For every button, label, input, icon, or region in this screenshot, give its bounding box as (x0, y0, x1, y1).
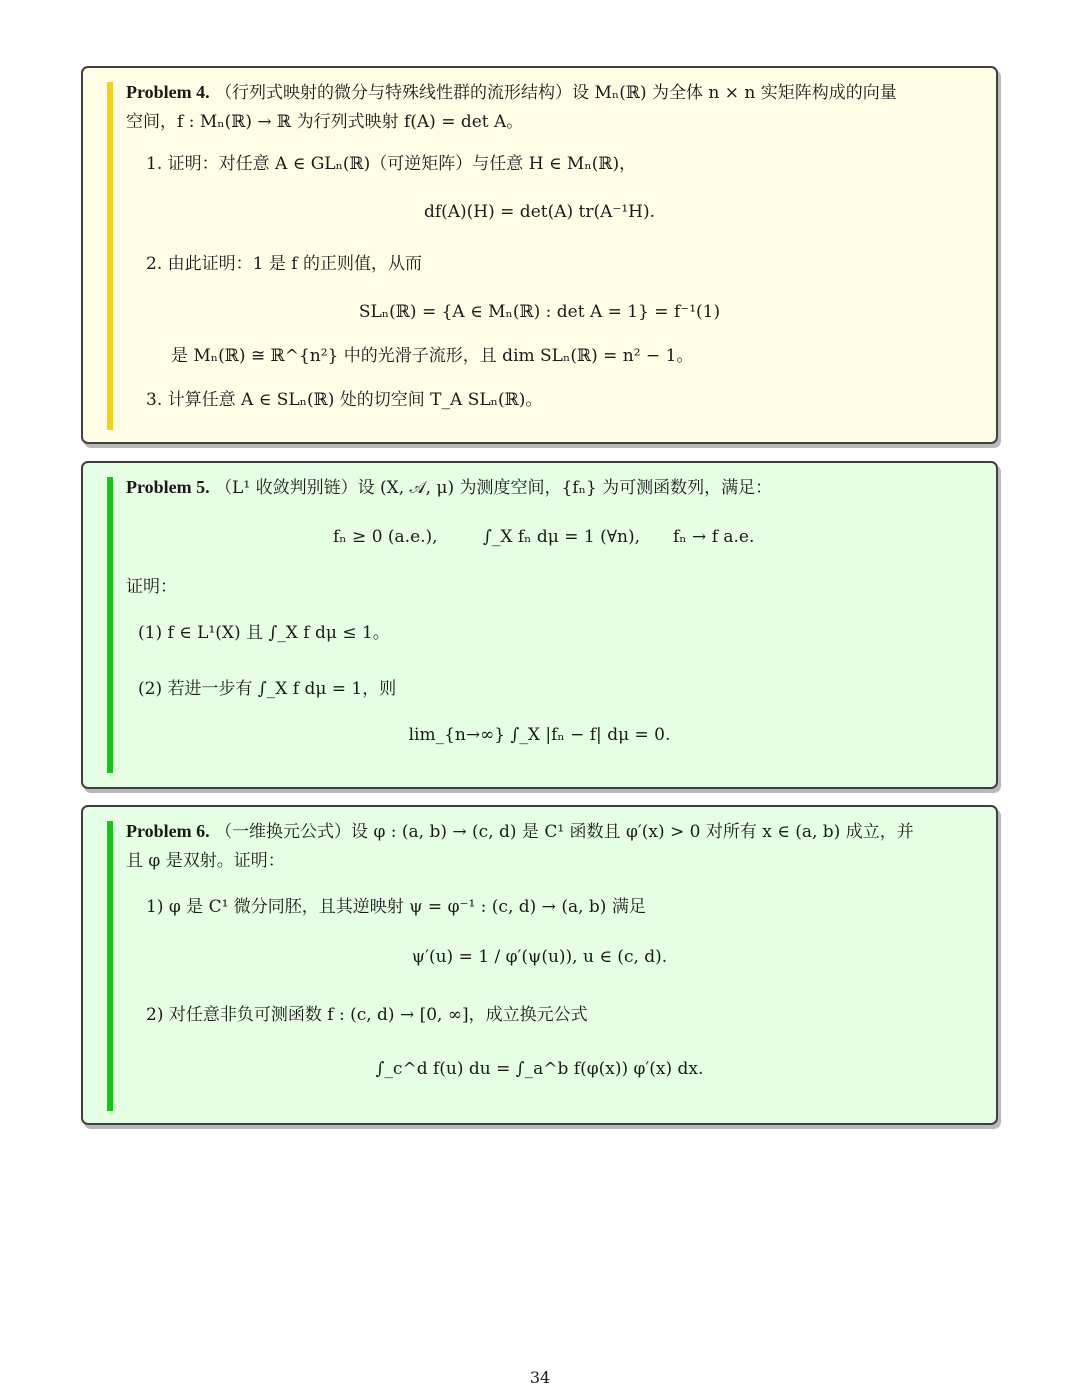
problem-6-item-1: 1) φ 是 C¹ 微分同胚，且其逆映射 ψ = φ⁻¹ : (c, d) → (a, b) 满足 (146, 897, 646, 917)
problem-4-intro-line-1 (126, 80, 897, 105)
problem-4-equation-1: df(A)(H) = det(A) tr(A⁻¹H). (423, 202, 656, 222)
problem-6-intro-1: （一维换元公式）设 φ : (a, b) → (c, d) 是 C¹ 函数且 φ′(x) > 0 对所有 x ∈ (a, b) 成立，并 (215, 822, 914, 842)
problem-6-item-2: 2) 对任意非负可测函数 f : (c, d) → [0, ∞]，成立换元公式 (146, 1005, 588, 1025)
problem-6-intro-2: 且 φ 是双射。证明： (126, 851, 285, 871)
problem-5-condition-a: fₙ ≥ 0 (a.e.), (333, 527, 438, 547)
problem-5-intro: （L¹ 收敛判别链）设 (X, 𝒜, μ) 为测度空间，{fₙ} 为可测函数列，满足： (215, 478, 773, 498)
problem-4-intro-1: （行列式映射的微分与特殊线性群的流形结构）设 Mₙ(ℝ) 为全体 n × n 实矩阵构成的向量 (215, 83, 897, 103)
problem-6-intro-line-1 (126, 819, 914, 844)
accent-bar (107, 82, 113, 430)
problem-5-intro-line (126, 475, 772, 500)
problem-4-heading: Problem 4. (126, 82, 210, 102)
problem-6-heading: Problem 6. (126, 821, 210, 841)
problem-5-item-2: (2) 若进一步有 ∫_X f dμ = 1，则 (138, 679, 397, 699)
problem-4-item-3: 3. 计算任意 A ∈ SLₙ(ℝ) 处的切空间 T_A SLₙ(ℝ)。 (146, 390, 543, 410)
page-number: 34 (529, 1368, 551, 1387)
problem-4-item-2-cont: 是 Mₙ(ℝ) ≅ ℝ^{n²} 中的光滑子流形，且 dim SLₙ(ℝ) = n² − 1。 (171, 346, 694, 366)
problem-4-equation-2: SLₙ(ℝ) = {A ∈ Mₙ(ℝ) : det A = 1} = f⁻¹(1) (358, 302, 721, 322)
problem-5-box (81, 461, 998, 789)
problem-5-condition-c: fₙ → f a.e. (673, 527, 755, 547)
problem-4-box (81, 66, 998, 444)
problem-4-item-2: 2. 由此证明：1 是 f 的正则值，从而 (146, 254, 422, 274)
problem-6-box (81, 805, 998, 1125)
problem-6-equation-2: ∫_c^d f(u) du = ∫_a^b f(φ(x)) φ′(x) dx. (375, 1059, 704, 1079)
problem-5-prove-label: 证明： (126, 577, 177, 597)
problem-5-limit-equation: lim_{n→∞} ∫_X |fₙ − f| dμ = 0. (408, 725, 671, 745)
problem-6-equation-1: ψ′(u) = 1 / φ′(ψ(u)), u ∈ (c, d). (411, 947, 668, 967)
problem-4-intro-2: 空间，f : Mₙ(ℝ) → ℝ 为行列式映射 f(A) = det A。 (126, 112, 524, 132)
problem-4-item-1: 1. 证明：对任意 A ∈ GLₙ(ℝ)（可逆矩阵）与任意 H ∈ Mₙ(ℝ)， (146, 154, 637, 174)
problem-5-condition-b: ∫_X fₙ dμ = 1 (∀n), (483, 527, 640, 547)
problem-5-heading: Problem 5. (126, 477, 210, 497)
problem-5-item-1: (1) f ∈ L¹(X) 且 ∫_X f dμ ≤ 1。 (138, 623, 390, 643)
